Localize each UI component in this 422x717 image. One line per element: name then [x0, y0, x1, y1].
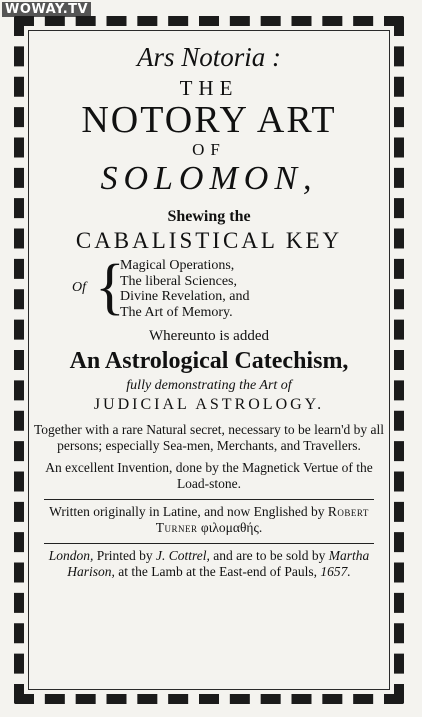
- subjects-bracket-list: [32, 253, 386, 322]
- paragraph-natural-secret: Together with a rare Natural secret, necessary to be learn'd by all persons; especially Sea-men, Merchants, and Travellers.: [33, 422, 385, 453]
- subjects-list: [120, 258, 249, 320]
- imprint-year: 1657.: [320, 564, 351, 579]
- title-line-of: OF: [192, 140, 226, 159]
- divider-rule: [44, 543, 374, 544]
- paragraph-excellent-invention: An excellent Invention, done by the Magnetick Vertue of the Load-stone.: [45, 460, 373, 491]
- subject-item: Magical Operations,: [120, 258, 235, 273]
- line-astrological-catechism: An Astrological Catechism,: [69, 348, 349, 374]
- imprint-printer: J. Cottrel,: [156, 548, 210, 563]
- title-line-solomon: SOLOMON,: [100, 160, 318, 197]
- paragraph-imprint: [32, 548, 386, 580]
- translator-text: Written originally in Latine, and now Englished by: [49, 504, 325, 519]
- subject-item: The liberal Sciences,: [120, 273, 238, 289]
- of-label: Of: [72, 280, 86, 295]
- curly-brace-icon: {: [95, 253, 125, 321]
- line-shewing-the: Shewing the: [167, 208, 251, 225]
- subject-item: Divine Revelation, and: [120, 289, 250, 304]
- divider-rule: [44, 499, 374, 500]
- title-page-text: [32, 40, 386, 580]
- line-whereunto: Whereunto is added: [149, 328, 269, 344]
- imprint-text: Printed by: [96, 548, 153, 563]
- line-judicial-astrology: JUDICIAL ASTROLOGY.: [93, 396, 325, 413]
- imprint-city: London,: [48, 548, 94, 563]
- translator-name: Robert Turner: [155, 504, 369, 535]
- subject-item: The Art of Memory.: [120, 304, 233, 320]
- watermark: WOWAY.TV: [2, 2, 91, 17]
- title-line-notory-art: NOTORY ART: [81, 99, 337, 141]
- line-fully-demonstrating: fully demonstrating the Art of: [126, 378, 292, 393]
- imprint-text: at the Lamb at the East-end of Pauls,: [118, 564, 317, 579]
- imprint-text: and are to be sold by: [213, 548, 326, 563]
- line-cabalistical-key: CABALISTICAL KEY: [75, 228, 343, 253]
- paragraph-translator: [32, 504, 386, 536]
- imprint-seller: Martha Harison,: [67, 548, 370, 579]
- title-line-the: THE: [179, 76, 239, 100]
- title-line-ars-notoria: Ars Notoria :: [136, 42, 282, 72]
- translator-greek: φιλομαθής.: [200, 520, 263, 535]
